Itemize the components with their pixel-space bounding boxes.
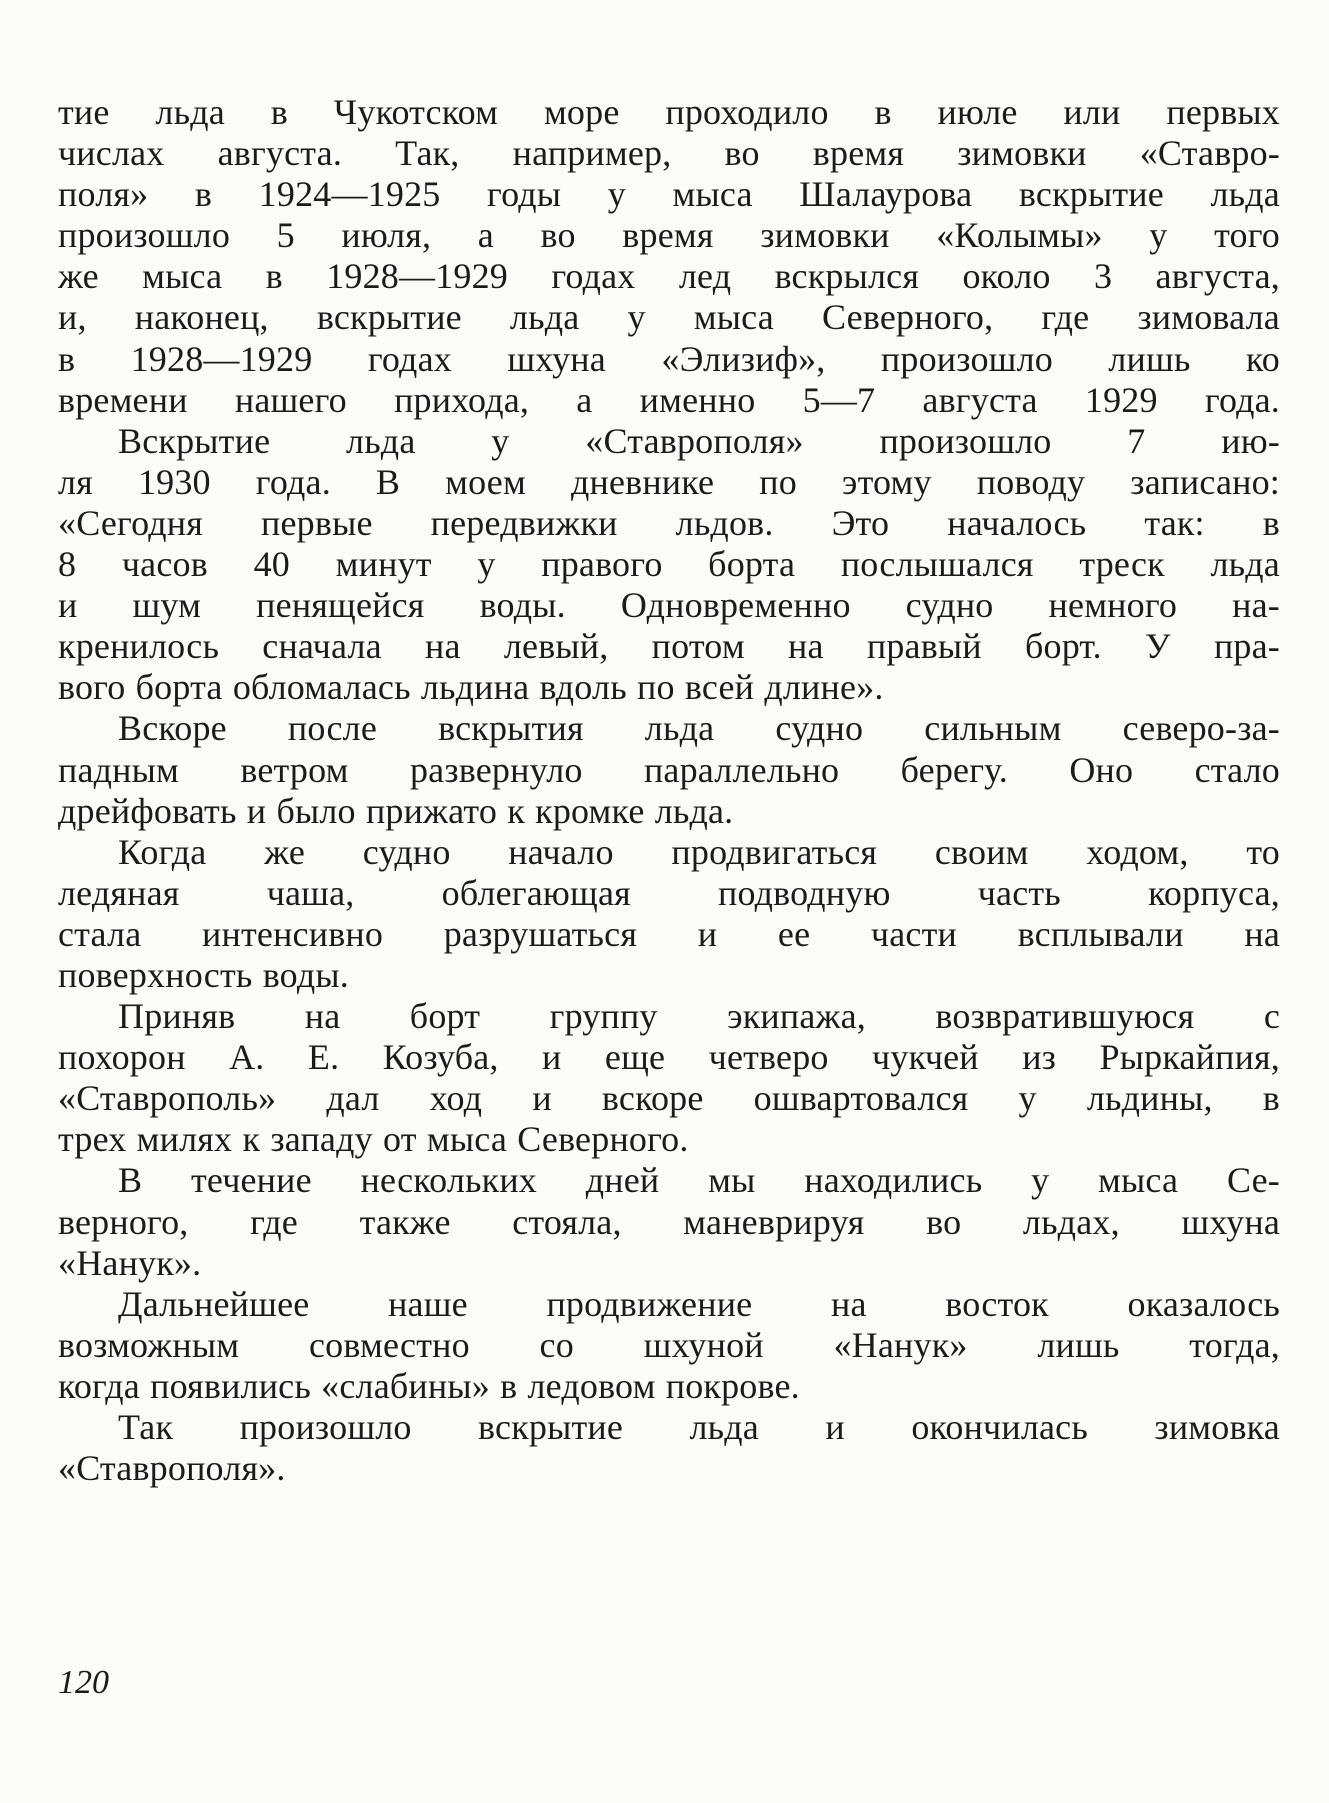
paragraph-2 xyxy=(58,421,1280,709)
text-line: Так произошло вскрытие льда и окончилась зимовка xyxy=(118,1407,1280,1447)
text-line: верного, где также стояла, маневрируя во льдах, шхуна xyxy=(58,1201,1280,1242)
paragraph-8 xyxy=(58,1407,1280,1489)
paragraph-1 xyxy=(58,92,1280,421)
text-line: Вскрытие льда у «Ставрополя» произошло 7 ию- xyxy=(118,420,1280,461)
paragraph-3 xyxy=(58,708,1280,831)
text-line: стала интенсивно разрушаться и ее части всплывали на xyxy=(58,913,1280,954)
text-line: «Сегодня первые передвижки льдов. Это началось так: в xyxy=(58,502,1280,543)
text-line: Вскоре после вскрытия льда судно сильным северо-за- xyxy=(118,708,1280,749)
text-line: возможным совместно со шхуной «Нанук» лишь тогда, xyxy=(58,1324,1280,1365)
text-line: вого борта обломалась льдина вдоль по всей длине». xyxy=(58,667,884,708)
text-line: поля» в 1924—1925 годы у мыса Шалаурова вскрытие льда xyxy=(58,174,1280,215)
text-line: «Ставрополь» дал ход и вскоре ошвартовался у льдины, в xyxy=(58,1078,1280,1119)
text-line: В течение нескольких дней мы находились у мыса Се- xyxy=(118,1160,1280,1201)
page-number: 120 xyxy=(58,1664,109,1701)
text-line: числах августа. Так, например, во время зимовки «Ставро- xyxy=(58,133,1280,174)
text-line: 8 часов 40 минут у правого борта послышался треск льда xyxy=(58,544,1280,585)
text-line: поверхность воды. xyxy=(58,954,349,995)
text-line: времени нашего прихода, а именно 5—7 августа 1929 года. xyxy=(58,379,1280,420)
paragraph-6 xyxy=(58,1160,1280,1283)
text-line: же мыса в 1928—1929 годах лед вскрылся около 3 августа, xyxy=(58,256,1280,297)
text-line: когда появились «слабины» в ледовом покрове. xyxy=(58,1365,800,1406)
text-line: Дальнейшее наше продвижение на восток оказалось xyxy=(118,1283,1280,1324)
text-line: и, наконец, вскрытие льда у мыса Северного, где зимовала xyxy=(58,297,1280,338)
text-line: «Нанук». xyxy=(58,1242,202,1283)
text-line: трех милях к западу от мыса Северного. xyxy=(58,1119,689,1160)
text-line: в 1928—1929 годах шхуна «Элизиф», произошло лишь ко xyxy=(58,338,1280,379)
text-line: похорон А. Е. Козуба, и еще четверо чукчей из Рыркайпия, xyxy=(58,1037,1280,1078)
paragraph-4 xyxy=(58,832,1280,996)
text-line: дрейфовать и было прижато к кромке льда. xyxy=(58,790,734,831)
text-line: кренилось сначала на левый, потом на правый борт. У пра- xyxy=(58,626,1280,667)
text-line: ля 1930 года. В моем дневнике по этому поводу записано: xyxy=(58,461,1280,502)
text-line: и шум пенящейся воды. Одновременно судно немного на- xyxy=(58,585,1280,626)
paragraph-7 xyxy=(58,1284,1280,1407)
text-line: тие льда в Чукотском море проходило в июле или первых xyxy=(58,92,1280,132)
text-line: Приняв на борт группу экипажа, возвратившуюся с xyxy=(118,996,1280,1037)
page-body xyxy=(58,92,1280,1489)
text-line: ледяная чаша, облегающая подводную часть корпуса, xyxy=(58,872,1280,913)
text-line: падным ветром развернуло параллельно берегу. Оно стало xyxy=(58,749,1280,790)
text-line: «Ставрополя». xyxy=(58,1448,286,1489)
paragraph-5 xyxy=(58,996,1280,1160)
text-line: Когда же судно начало продвигаться своим ходом, то xyxy=(118,831,1280,872)
text-line: произошло 5 июля, а во время зимовки «Колымы» у того xyxy=(58,215,1280,256)
